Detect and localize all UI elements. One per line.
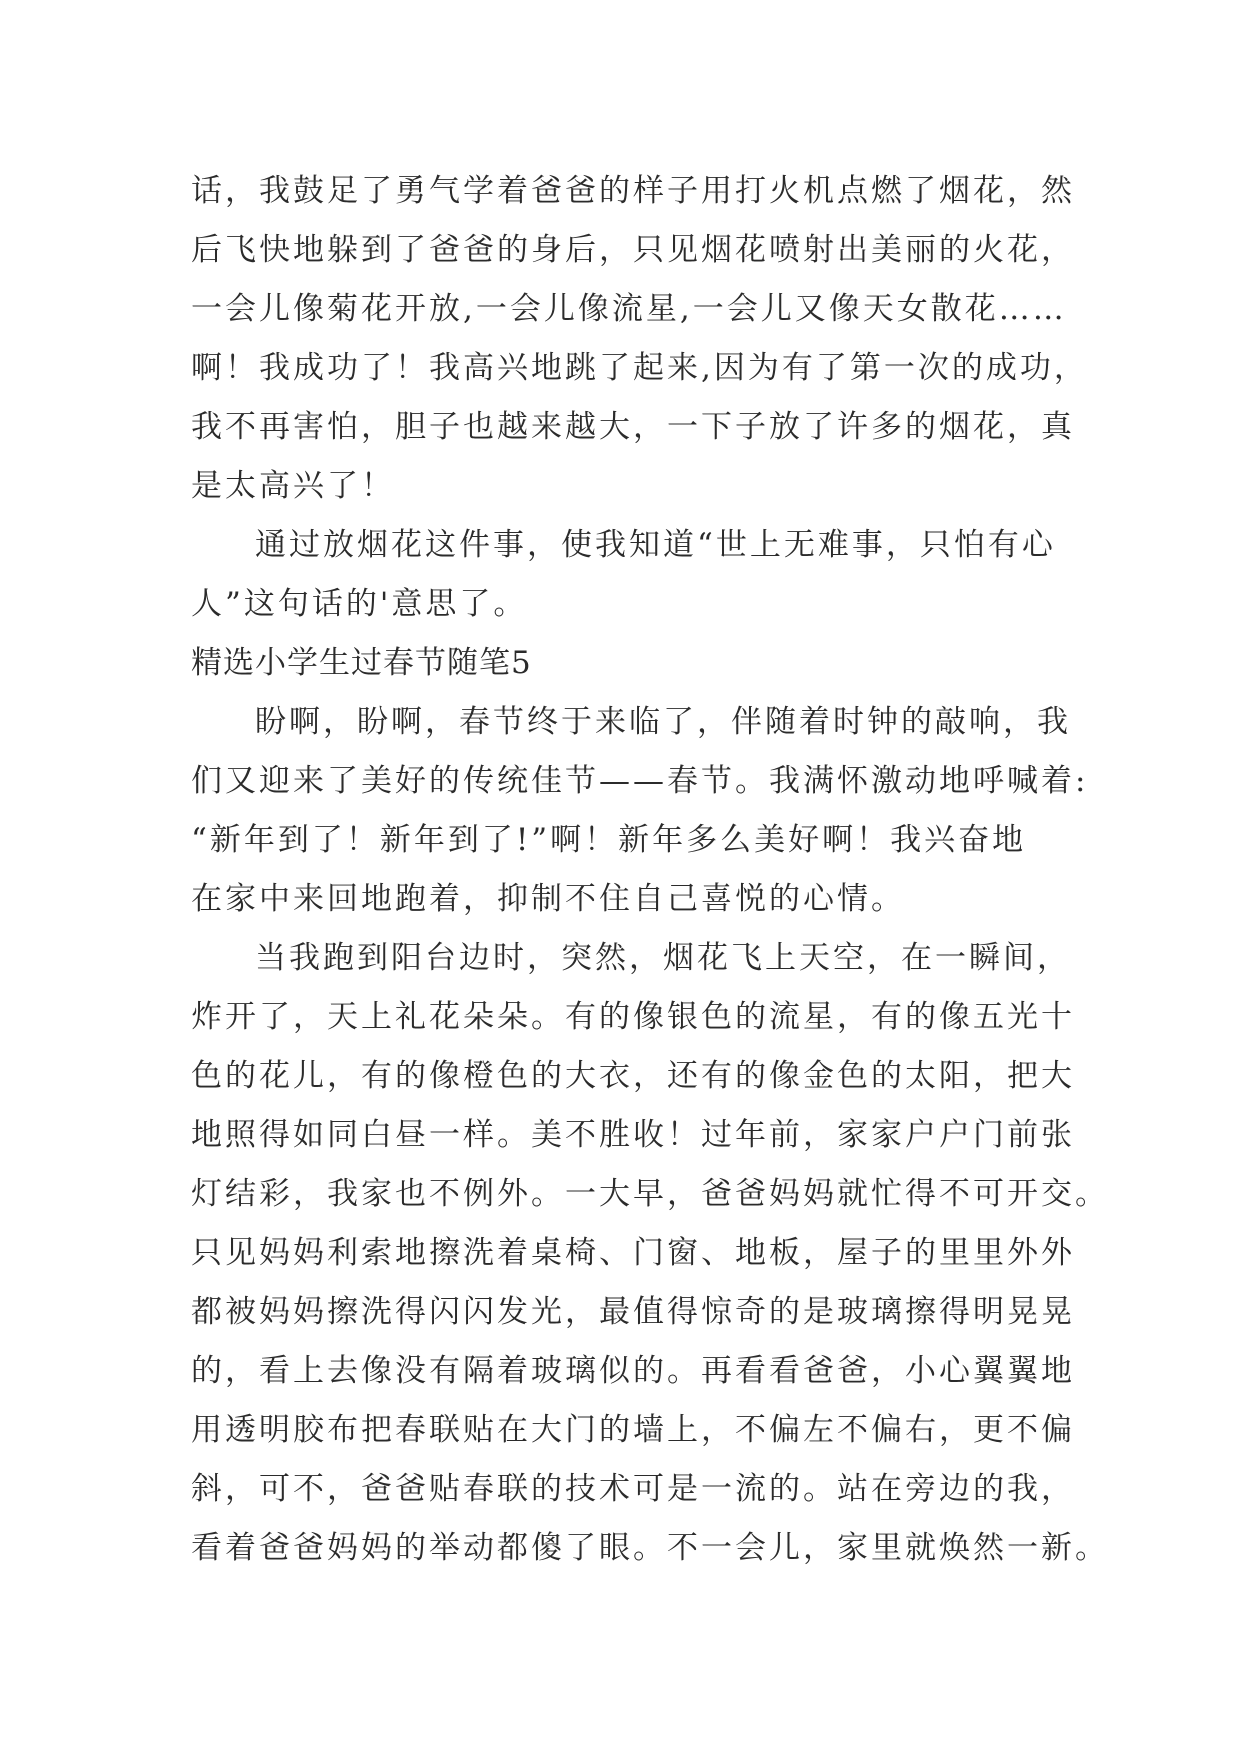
text-line: 炸开了，天上礼花朵朵。有的像银色的流星，有的像五光十 bbox=[191, 999, 1075, 1035]
text-line: 我不再害怕，胆子也越来越大，一下子放了许多的烟花，真 bbox=[191, 409, 1075, 445]
text-line: 色的花儿，有的像橙色的大衣，还有的像金色的太阳，把大 bbox=[191, 1058, 1075, 1094]
document-body bbox=[191, 162, 1109, 1578]
text-line: 们又迎来了美好的传统佳节——春节。我满怀激动地呼喊着: bbox=[191, 763, 1089, 799]
text-line: “新年到了！新年到了!”啊！新年多么美好啊！我兴奋地 bbox=[191, 822, 1027, 858]
text-line: 只见妈妈利索地擦洗着桌椅、门窗、地板，屋子的里里外外 bbox=[191, 1235, 1075, 1271]
text-line: 在家中来回地跑着，抑制不住自己喜悦的心情。 bbox=[191, 881, 905, 917]
text-line: 看着爸爸妈妈的举动都傻了眼。不一会儿，家里就焕然一新。 bbox=[191, 1530, 1109, 1566]
text-line: 斜，可不，爸爸贴春联的技术可是一流的。站在旁边的我， bbox=[191, 1471, 1075, 1507]
text-line: 灯结彩，我家也不例外。一大早，爸爸妈妈就忙得不可开交。 bbox=[191, 1176, 1109, 1212]
text-line: 后飞快地躲到了爸爸的身后，只见烟花喷射出美丽的火花， bbox=[191, 232, 1075, 268]
text-line: 人”这句话的'意思了。 bbox=[191, 586, 528, 622]
text-line: 的，看上去像没有隔着玻璃似的。再看看爸爸，小心翼翼地 bbox=[191, 1353, 1075, 1389]
text-line: 一会儿像菊花开放,一会儿像流星,一会儿又像天女散花…… bbox=[191, 291, 1067, 327]
paragraph-start-line: 当我跑到阳台边时，突然，烟花飞上天空，在一瞬间， bbox=[255, 940, 1071, 976]
text-line: 地照得如同白昼一样。美不胜收！过年前，家家户户门前张 bbox=[191, 1117, 1075, 1153]
text-line: 话，我鼓足了勇气学着爸爸的样子用打火机点燃了烟花，然 bbox=[191, 173, 1075, 209]
paragraph-start-line: 盼啊，盼啊，春节终于来临了，伴随着时钟的敲响，我 bbox=[255, 704, 1071, 740]
text-line: 都被妈妈擦洗得闪闪发光，最值得惊奇的是玻璃擦得明晃晃 bbox=[191, 1294, 1075, 1330]
text-line: 用透明胶布把春联贴在大门的墙上，不偏左不偏右，更不偏 bbox=[191, 1412, 1075, 1448]
text-line: 啊！我成功了！我高兴地跳了起来,因为有了第一次的成功， bbox=[191, 350, 1088, 386]
paragraph-start-line: 通过放烟花这件事，使我知道“世上无难事，只怕有心 bbox=[255, 527, 1056, 563]
section-heading: 精选小学生过春节随笔5 bbox=[191, 645, 532, 681]
text-line: 是太高兴了！ bbox=[191, 468, 395, 504]
